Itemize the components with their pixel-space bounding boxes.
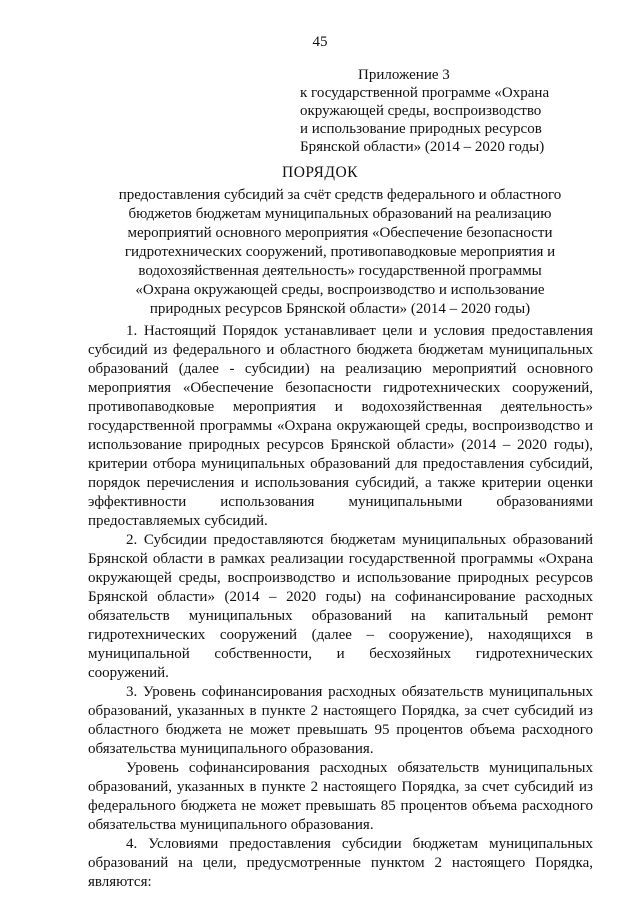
document-subheading: предоставления субсидий за счёт средств федерального и областного бюджетов бюджетам муниципальных образований на реализацию мероприятий основного мероприятия «Обеспечение безопасности гидротехнических сооружений, противопаводковые мероприятия и водохозяйственная деятельность» государственной программы «Охрана окружающей среды, воспроизводство и использование природных ресурсов Брянской области» (2014 – 2020 годы) <box>118 187 562 317</box>
appendix-block <box>300 66 600 156</box>
appendix-line: Брянской области» (2014 – 2020 годы) <box>300 139 545 155</box>
paragraph: 3. Уровень софинансирования расходных обязательств муниципальных образований, указанных в пункте 2 настоящего Порядка, за счет субсидий из областного бюджета не может превышать 95 процентов объема расходного обязательства муниципального образования. <box>88 684 593 757</box>
document-body <box>88 322 593 892</box>
appendix-line: окружающей среды, воспроизводство <box>300 103 542 119</box>
document-heading: ПОРЯДОК <box>282 164 358 181</box>
appendix-title: Приложение 3 <box>358 67 450 83</box>
paragraph: 4. Условиями предоставления субсидии бюджетам муниципальных образований на цели, предусмотренные пунктом 2 настоящего Порядка, являются: <box>88 836 593 890</box>
appendix-line: и использование природных ресурсов <box>300 121 542 137</box>
page-number: 45 <box>312 34 328 50</box>
paragraph: 1. Настоящий Порядок устанавливает цели и условия предоставления субсидий из федерального и областного бюджета бюджетам муниципальных образований (далее - субсидии) на реализацию мероприятий основного мероприятия «Обеспечение безопасности гидротехнических сооружений, противопаводковые мероприятия и водохозяйственная деятельность» государственной программы «Охрана окружающей среды, воспроизводство и использование природных ресурсов Брянской области» (2014 – 2020 годы), критерии отбора муниципальных образований для предоставления субсидий, порядок перечисления и использования субсидий, а также критерии оценки эффективности использования муниципальными образованиями предоставляемых субсидий. <box>88 323 593 529</box>
paragraph: Уровень софинансирования расходных обязательств муниципальных образований, указанных в пункте 2 настоящего Порядка, за счет субсидий из федерального бюджета не может превышать 85 процентов объема расходного обязательства муниципального образования. <box>88 760 593 833</box>
appendix-line: к государственной программе «Охрана <box>300 85 550 101</box>
paragraph: 2. Субсидии предоставляются бюджетам муниципальных образований Брянской области в рамках реализации государственной программы «Охрана окружающей среды, воспроизводство и использование природных ресурсов Брянской области» (2014 – 2020 годы) на софинансирование расходных обязательств муниципальных образований на капитальный ремонт гидротехнических сооружений (далее – сооружение), находящихся в муниципальной собственности, и бесхозяйных гидротехнических сооружений. <box>88 532 593 681</box>
